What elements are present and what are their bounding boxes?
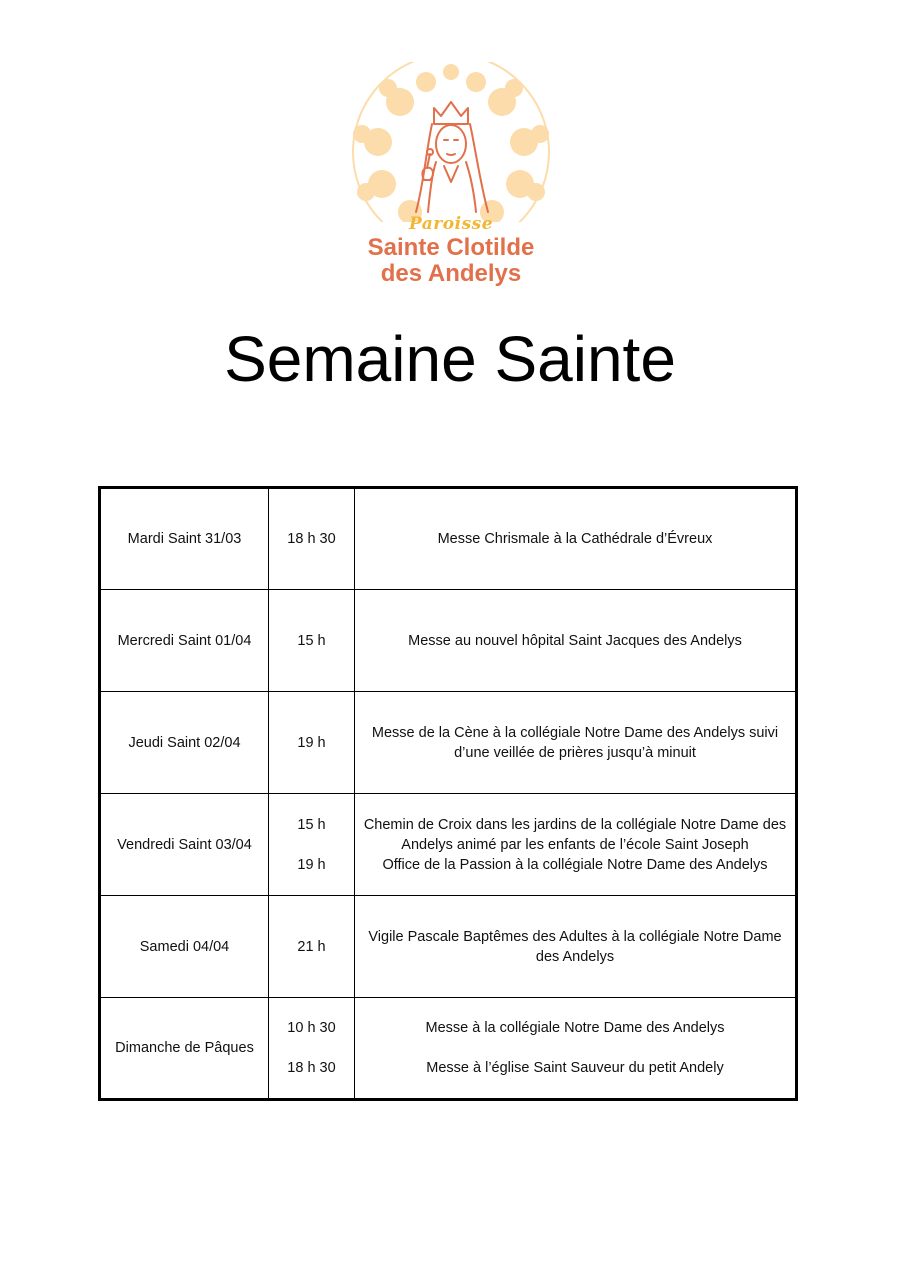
day-cell: Vendredi Saint 03/04: [100, 794, 269, 896]
time-value: 10 h 30: [287, 1020, 336, 1036]
schedule-table: [98, 486, 798, 1101]
event-cell: [355, 998, 797, 1100]
day-cell: Dimanche de Pâques: [100, 998, 269, 1100]
day-cell: Samedi 04/04: [100, 896, 269, 998]
rosette-figure-icon: [340, 62, 562, 222]
event-text: Messe à l’église Saint Sauveur du petit Andely: [426, 1060, 724, 1076]
time-value: 18 h 30: [287, 1060, 336, 1076]
event-text: Office de la Passion à la collégiale Notre Dame des Andelys: [382, 856, 768, 873]
time-cell: [269, 794, 355, 896]
time-value: 15 h: [297, 816, 326, 833]
parish-logo: [340, 62, 562, 294]
page-title: Semaine Sainte: [224, 323, 676, 395]
event-text: Messe au nouvel hôpital Saint Jacques des Andelys: [408, 632, 742, 649]
event-cell: [355, 488, 797, 590]
time-value: 15 h: [297, 632, 326, 649]
table-row: [100, 692, 797, 794]
event-text: Messe Chrismale à la Cathédrale d’Évreux: [437, 531, 713, 547]
event-text: Messe de la Cène à la collégiale Notre Dame des Andelys suivi d’une veillée de prières jusqu’à minuit: [371, 724, 779, 761]
logo-paroisse-text: Paroisse: [408, 214, 494, 234]
time-cell: [269, 692, 355, 794]
event-cell: [355, 692, 797, 794]
day-cell: Jeudi Saint 02/04: [100, 692, 269, 794]
logo-name-line1: Sainte Clotilde: [367, 234, 535, 261]
time-value: 19 h: [297, 856, 326, 873]
table-row: [100, 590, 797, 692]
logo-name-line2: des Andelys: [380, 260, 522, 287]
event-cell: [355, 896, 797, 998]
day-cell: Mercredi Saint 01/04: [100, 590, 269, 692]
table-row: [100, 998, 797, 1100]
time-value: 21 h: [297, 938, 326, 955]
event-text: Chemin de Croix dans les jardins de la collégiale Notre Dame des Andelys animé par les enfants de l’école Saint Joseph: [363, 816, 787, 853]
event-cell: [355, 794, 797, 896]
event-text: Messe à la collégiale Notre Dame des Andelys: [425, 1020, 725, 1036]
time-cell: [269, 488, 355, 590]
table-row: [100, 794, 797, 896]
time-value: 18 h 30: [287, 531, 336, 547]
time-cell: [269, 998, 355, 1100]
table-row: [100, 488, 797, 590]
day-cell: Mardi Saint 31/03: [100, 488, 269, 590]
event-text: Vigile Pascale Baptêmes des Adultes à la collégiale Notre Dame des Andelys: [368, 928, 782, 965]
table-row: [100, 896, 797, 998]
time-cell: [269, 896, 355, 998]
event-cell: [355, 590, 797, 692]
time-value: 19 h: [297, 734, 326, 751]
time-cell: [269, 590, 355, 692]
